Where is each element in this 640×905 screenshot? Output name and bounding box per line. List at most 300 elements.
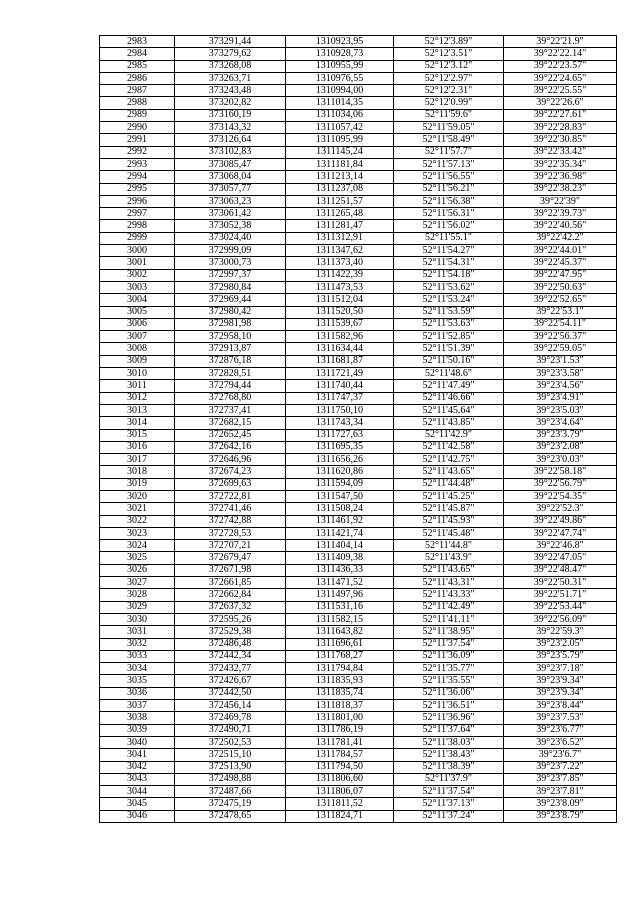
table-row — [100, 650, 617, 662]
latitude-cell: 52°11'35.55" — [394, 675, 504, 687]
longitude-cell: 39°23'2.08" — [504, 441, 617, 453]
longitude-cell: 39°22'39" — [504, 195, 617, 207]
latitude-cell: 52°11'41.11" — [394, 613, 504, 625]
point-number-cell: 3041 — [100, 749, 175, 761]
longitude-cell: 39°23'6.77" — [504, 724, 617, 736]
point-number-cell: 3031 — [100, 626, 175, 638]
longitude-cell: 39°22'54.11" — [504, 318, 617, 330]
table-row — [100, 97, 617, 109]
point-number-cell: 2999 — [100, 232, 175, 244]
longitude-cell: 39°22'47.74" — [504, 527, 617, 539]
y-coordinate-cell: 1311696,61 — [286, 638, 394, 650]
point-number-cell: 3012 — [100, 392, 175, 404]
table-row — [100, 48, 617, 60]
point-number-cell: 3029 — [100, 601, 175, 613]
point-number-cell: 2988 — [100, 97, 175, 109]
latitude-cell: 52°11'43.9" — [394, 552, 504, 564]
longitude-cell: 39°22'21.9" — [504, 36, 617, 48]
y-coordinate-cell: 1311582,15 — [286, 613, 394, 625]
latitude-cell: 52°11'37.64" — [394, 724, 504, 736]
x-coordinate-cell: 372679,47 — [175, 552, 286, 564]
point-number-cell: 3003 — [100, 281, 175, 293]
y-coordinate-cell: 1311835,93 — [286, 675, 394, 687]
table-row — [100, 72, 617, 84]
x-coordinate-cell: 372728,53 — [175, 527, 286, 539]
x-coordinate-cell: 373068,04 — [175, 171, 286, 183]
point-number-cell: 3015 — [100, 429, 175, 441]
point-number-cell: 2989 — [100, 109, 175, 121]
point-number-cell: 3040 — [100, 736, 175, 748]
table-row — [100, 466, 617, 478]
latitude-cell: 52°11'42.49" — [394, 601, 504, 613]
longitude-cell: 39°22'53.44" — [504, 601, 617, 613]
longitude-cell: 39°23'4.64" — [504, 417, 617, 429]
table-row — [100, 294, 617, 306]
longitude-cell: 39°23'5.79" — [504, 650, 617, 662]
latitude-cell: 52°11'58.49" — [394, 134, 504, 146]
x-coordinate-cell: 372478,65 — [175, 810, 286, 822]
point-number-cell: 2984 — [100, 48, 175, 60]
latitude-cell: 52°11'53.63" — [394, 318, 504, 330]
y-coordinate-cell: 1311539,67 — [286, 318, 394, 330]
y-coordinate-cell: 1311750,10 — [286, 404, 394, 416]
longitude-cell: 39°22'58.18" — [504, 466, 617, 478]
longitude-cell: 39°23'2.05" — [504, 638, 617, 650]
latitude-cell: 52°11'38.43" — [394, 749, 504, 761]
table-row — [100, 195, 617, 207]
latitude-cell: 52°11'54.31" — [394, 257, 504, 269]
table-row — [100, 220, 617, 232]
point-number-cell: 2983 — [100, 36, 175, 48]
x-coordinate-cell: 372642,16 — [175, 441, 286, 453]
point-number-cell: 3035 — [100, 675, 175, 687]
latitude-cell: 52°11'52.85" — [394, 331, 504, 343]
table-row — [100, 343, 617, 355]
point-number-cell: 3007 — [100, 331, 175, 343]
latitude-cell: 52°11'45.64" — [394, 404, 504, 416]
table-row — [100, 515, 617, 527]
table-row — [100, 490, 617, 502]
latitude-cell: 52°11'55.1" — [394, 232, 504, 244]
y-coordinate-cell: 1311620,86 — [286, 466, 394, 478]
table-row — [100, 109, 617, 121]
longitude-cell: 39°22'35.34" — [504, 158, 617, 170]
latitude-cell: 52°11'46.66" — [394, 392, 504, 404]
y-coordinate-cell: 1311181,84 — [286, 158, 394, 170]
table-row — [100, 208, 617, 220]
x-coordinate-cell: 372487,66 — [175, 786, 286, 798]
table-row — [100, 355, 617, 367]
point-number-cell: 3023 — [100, 527, 175, 539]
longitude-cell: 39°22'22.14" — [504, 48, 617, 60]
y-coordinate-cell: 1311281,47 — [286, 220, 394, 232]
point-number-cell: 3021 — [100, 503, 175, 515]
latitude-cell: 52°11'56.38" — [394, 195, 504, 207]
table-row — [100, 392, 617, 404]
point-number-cell: 2987 — [100, 85, 175, 97]
point-number-cell: 2997 — [100, 208, 175, 220]
y-coordinate-cell: 1311747,37 — [286, 392, 394, 404]
latitude-cell: 52°11'42.58" — [394, 441, 504, 453]
y-coordinate-cell: 1311034,06 — [286, 109, 394, 121]
table-row — [100, 724, 617, 736]
table-row — [100, 429, 617, 441]
x-coordinate-cell: 372637,32 — [175, 601, 286, 613]
point-number-cell: 2985 — [100, 60, 175, 72]
table-row — [100, 564, 617, 576]
x-coordinate-cell: 373263,71 — [175, 72, 286, 84]
table-row — [100, 613, 617, 625]
x-coordinate-cell: 373268,08 — [175, 60, 286, 72]
y-coordinate-cell: 1311695,35 — [286, 441, 394, 453]
x-coordinate-cell: 372768,80 — [175, 392, 286, 404]
point-number-cell: 2998 — [100, 220, 175, 232]
table-row — [100, 368, 617, 380]
x-coordinate-cell: 372741,46 — [175, 503, 286, 515]
point-number-cell: 3043 — [100, 773, 175, 785]
table-row — [100, 36, 617, 48]
point-number-cell: 2990 — [100, 122, 175, 134]
latitude-cell: 52°11'54.27" — [394, 245, 504, 257]
latitude-cell: 52°12'2.97" — [394, 72, 504, 84]
latitude-cell: 52°11'36.51" — [394, 700, 504, 712]
point-number-cell: 3008 — [100, 343, 175, 355]
y-coordinate-cell: 1310994,00 — [286, 85, 394, 97]
x-coordinate-cell: 373052,38 — [175, 220, 286, 232]
latitude-cell: 52°11'53.24" — [394, 294, 504, 306]
x-coordinate-cell: 372426,67 — [175, 675, 286, 687]
x-coordinate-cell: 372442,34 — [175, 650, 286, 662]
table-row — [100, 318, 617, 330]
point-number-cell: 2991 — [100, 134, 175, 146]
longitude-cell: 39°22'56.79" — [504, 478, 617, 490]
x-coordinate-cell: 372980,42 — [175, 306, 286, 318]
y-coordinate-cell: 1311520,50 — [286, 306, 394, 318]
x-coordinate-cell: 372513,90 — [175, 761, 286, 773]
point-number-cell: 3013 — [100, 404, 175, 416]
latitude-cell: 52°11'38.39" — [394, 761, 504, 773]
point-number-cell: 3026 — [100, 564, 175, 576]
latitude-cell: 52°11'45.25" — [394, 490, 504, 502]
longitude-cell: 39°22'27.61" — [504, 109, 617, 121]
point-number-cell: 3042 — [100, 761, 175, 773]
table-row — [100, 331, 617, 343]
latitude-cell: 52°11'43.31" — [394, 577, 504, 589]
x-coordinate-cell: 373061,42 — [175, 208, 286, 220]
point-number-cell: 3036 — [100, 687, 175, 699]
longitude-cell: 39°22'47.05" — [504, 552, 617, 564]
point-number-cell: 3004 — [100, 294, 175, 306]
point-number-cell: 3018 — [100, 466, 175, 478]
x-coordinate-cell: 372646,96 — [175, 454, 286, 466]
longitude-cell: 39°23'3.58" — [504, 368, 617, 380]
y-coordinate-cell: 1311681,87 — [286, 355, 394, 367]
point-number-cell: 3028 — [100, 589, 175, 601]
y-coordinate-cell: 1311727,63 — [286, 429, 394, 441]
point-number-cell: 3030 — [100, 613, 175, 625]
x-coordinate-cell: 372515,10 — [175, 749, 286, 761]
latitude-cell: 52°12'3.51" — [394, 48, 504, 60]
longitude-cell: 39°22'36.98" — [504, 171, 617, 183]
point-number-cell: 2992 — [100, 146, 175, 158]
y-coordinate-cell: 1311811,52 — [286, 798, 394, 810]
longitude-cell: 39°23'7.22" — [504, 761, 617, 773]
longitude-cell: 39°22'47.95" — [504, 269, 617, 281]
longitude-cell: 39°23'4.91" — [504, 392, 617, 404]
table-row — [100, 158, 617, 170]
table-row — [100, 687, 617, 699]
longitude-cell: 39°23'6.52" — [504, 736, 617, 748]
latitude-cell: 52°12'0.99" — [394, 97, 504, 109]
longitude-cell: 39°22'51.71" — [504, 589, 617, 601]
y-coordinate-cell: 1311265,48 — [286, 208, 394, 220]
x-coordinate-cell: 372674,23 — [175, 466, 286, 478]
x-coordinate-cell: 373057,77 — [175, 183, 286, 195]
point-number-cell: 2995 — [100, 183, 175, 195]
table-row — [100, 577, 617, 589]
table-row — [100, 183, 617, 195]
latitude-cell: 52°11'59.05" — [394, 122, 504, 134]
table-row — [100, 85, 617, 97]
table-row — [100, 552, 617, 564]
y-coordinate-cell: 1310928,73 — [286, 48, 394, 60]
x-coordinate-cell: 372913,87 — [175, 343, 286, 355]
x-coordinate-cell: 372498,88 — [175, 773, 286, 785]
table-row — [100, 417, 617, 429]
longitude-cell: 39°22'25.55" — [504, 85, 617, 97]
table-row — [100, 60, 617, 72]
x-coordinate-cell: 373243,48 — [175, 85, 286, 97]
longitude-cell: 39°22'52.3" — [504, 503, 617, 515]
x-coordinate-cell: 372980,84 — [175, 281, 286, 293]
latitude-cell: 52°11'53.62" — [394, 281, 504, 293]
x-coordinate-cell: 372442,50 — [175, 687, 286, 699]
longitude-cell: 39°22'59.3" — [504, 626, 617, 638]
point-number-cell: 3038 — [100, 712, 175, 724]
point-number-cell: 3011 — [100, 380, 175, 392]
x-coordinate-cell: 372742,88 — [175, 515, 286, 527]
x-coordinate-cell: 372999,09 — [175, 245, 286, 257]
y-coordinate-cell: 1311014,35 — [286, 97, 394, 109]
y-coordinate-cell: 1311801,00 — [286, 712, 394, 724]
longitude-cell: 39°22'59.05" — [504, 343, 617, 355]
longitude-cell: 39°23'5.03" — [504, 404, 617, 416]
x-coordinate-cell: 373291,44 — [175, 36, 286, 48]
latitude-cell: 52°11'38.03" — [394, 736, 504, 748]
latitude-cell: 52°11'57.7" — [394, 146, 504, 158]
longitude-cell: 39°23'9.34" — [504, 675, 617, 687]
latitude-cell: 52°11'44.8" — [394, 540, 504, 552]
x-coordinate-cell: 372737,41 — [175, 404, 286, 416]
x-coordinate-cell: 372707,21 — [175, 540, 286, 552]
point-number-cell: 3024 — [100, 540, 175, 552]
x-coordinate-cell: 372432,77 — [175, 663, 286, 675]
y-coordinate-cell: 1311818,37 — [286, 700, 394, 712]
latitude-cell: 52°11'45.87" — [394, 503, 504, 515]
table-row — [100, 404, 617, 416]
y-coordinate-cell: 1311347,62 — [286, 245, 394, 257]
table-row — [100, 281, 617, 293]
y-coordinate-cell: 1311547,50 — [286, 490, 394, 502]
point-number-cell: 3039 — [100, 724, 175, 736]
table-row — [100, 454, 617, 466]
table-row — [100, 589, 617, 601]
point-number-cell: 2996 — [100, 195, 175, 207]
y-coordinate-cell: 1311373,40 — [286, 257, 394, 269]
y-coordinate-cell: 1310976,55 — [286, 72, 394, 84]
latitude-cell: 52°11'45.93" — [394, 515, 504, 527]
table-row — [100, 478, 617, 490]
point-number-cell: 3000 — [100, 245, 175, 257]
point-number-cell: 3005 — [100, 306, 175, 318]
y-coordinate-cell: 1311421,74 — [286, 527, 394, 539]
point-number-cell: 3010 — [100, 368, 175, 380]
x-coordinate-cell: 372595,26 — [175, 613, 286, 625]
x-coordinate-cell: 372981,98 — [175, 318, 286, 330]
point-number-cell: 2993 — [100, 158, 175, 170]
latitude-cell: 52°11'35.77" — [394, 663, 504, 675]
longitude-cell: 39°22'46.8" — [504, 540, 617, 552]
longitude-cell: 39°22'56.09" — [504, 613, 617, 625]
table-row — [100, 380, 617, 392]
table-row — [100, 675, 617, 687]
table-row — [100, 736, 617, 748]
latitude-cell: 52°11'36.96" — [394, 712, 504, 724]
longitude-cell: 39°22'49.86" — [504, 515, 617, 527]
point-number-cell: 3022 — [100, 515, 175, 527]
x-coordinate-cell: 372671,98 — [175, 564, 286, 576]
y-coordinate-cell: 1311743,34 — [286, 417, 394, 429]
y-coordinate-cell: 1311095,99 — [286, 134, 394, 146]
point-number-cell: 3014 — [100, 417, 175, 429]
y-coordinate-cell: 1311531,16 — [286, 601, 394, 613]
latitude-cell: 52°11'43.33" — [394, 589, 504, 601]
y-coordinate-cell: 1311634,44 — [286, 343, 394, 355]
latitude-cell: 52°11'42.75" — [394, 454, 504, 466]
y-coordinate-cell: 1311594,09 — [286, 478, 394, 490]
y-coordinate-cell: 1311471,52 — [286, 577, 394, 589]
table-row — [100, 441, 617, 453]
table-row — [100, 712, 617, 724]
latitude-cell: 52°11'51.39" — [394, 343, 504, 355]
point-number-cell: 3002 — [100, 269, 175, 281]
latitude-cell: 52°11'37.54" — [394, 786, 504, 798]
y-coordinate-cell: 1311721,49 — [286, 368, 394, 380]
x-coordinate-cell: 372722,81 — [175, 490, 286, 502]
latitude-cell: 52°11'37.13" — [394, 798, 504, 810]
y-coordinate-cell: 1311740,44 — [286, 380, 394, 392]
table-row — [100, 626, 617, 638]
longitude-cell: 39°22'30.85" — [504, 134, 617, 146]
table-row — [100, 134, 617, 146]
table-row — [100, 700, 617, 712]
x-coordinate-cell: 372958,10 — [175, 331, 286, 343]
point-number-cell: 3034 — [100, 663, 175, 675]
longitude-cell: 39°23'6.7" — [504, 749, 617, 761]
latitude-cell: 52°11'43.65" — [394, 564, 504, 576]
table-row — [100, 601, 617, 613]
x-coordinate-cell: 372682,15 — [175, 417, 286, 429]
point-number-cell: 3016 — [100, 441, 175, 453]
table-row — [100, 503, 617, 515]
latitude-cell: 52°12'3.12" — [394, 60, 504, 72]
latitude-cell: 52°11'38.95" — [394, 626, 504, 638]
x-coordinate-cell: 372469,78 — [175, 712, 286, 724]
x-coordinate-cell: 372475,19 — [175, 798, 286, 810]
latitude-cell: 52°11'45.48" — [394, 527, 504, 539]
x-coordinate-cell: 372661,85 — [175, 577, 286, 589]
longitude-cell: 39°23'7.85" — [504, 773, 617, 785]
longitude-cell: 39°22'42.2" — [504, 232, 617, 244]
latitude-cell: 52°11'43.65" — [394, 466, 504, 478]
latitude-cell: 52°11'50.16" — [394, 355, 504, 367]
latitude-cell: 52°11'37.24" — [394, 810, 504, 822]
table-row — [100, 773, 617, 785]
x-coordinate-cell: 373102,83 — [175, 146, 286, 158]
latitude-cell: 52°11'37.54" — [394, 638, 504, 650]
table-row — [100, 638, 617, 650]
point-number-cell: 3045 — [100, 798, 175, 810]
y-coordinate-cell: 1311508,24 — [286, 503, 394, 515]
longitude-cell: 39°23'7.81" — [504, 786, 617, 798]
x-coordinate-cell: 373143,32 — [175, 122, 286, 134]
y-coordinate-cell: 1311145,24 — [286, 146, 394, 158]
y-coordinate-cell: 1311237,08 — [286, 183, 394, 195]
longitude-cell: 39°22'53.1" — [504, 306, 617, 318]
longitude-cell: 39°22'44.01" — [504, 245, 617, 257]
y-coordinate-cell: 1310955,99 — [286, 60, 394, 72]
table-row — [100, 306, 617, 318]
point-number-cell: 3019 — [100, 478, 175, 490]
x-coordinate-cell: 373063,23 — [175, 195, 286, 207]
latitude-cell: 52°12'3.89" — [394, 36, 504, 48]
latitude-cell: 52°11'44.48" — [394, 478, 504, 490]
y-coordinate-cell: 1311512,04 — [286, 294, 394, 306]
longitude-cell: 39°23'4.56" — [504, 380, 617, 392]
table-row — [100, 146, 617, 158]
longitude-cell: 39°22'38.23" — [504, 183, 617, 195]
latitude-cell: 52°11'37.9" — [394, 773, 504, 785]
longitude-cell: 39°22'28.83" — [504, 122, 617, 134]
point-number-cell: 3009 — [100, 355, 175, 367]
longitude-cell: 39°23'0.03" — [504, 454, 617, 466]
x-coordinate-cell: 372490,71 — [175, 724, 286, 736]
longitude-cell: 39°23'8.44" — [504, 700, 617, 712]
y-coordinate-cell: 1311794,84 — [286, 663, 394, 675]
x-coordinate-cell: 372876,18 — [175, 355, 286, 367]
x-coordinate-cell: 373085,47 — [175, 158, 286, 170]
y-coordinate-cell: 1311057,42 — [286, 122, 394, 134]
longitude-cell: 39°22'39.73" — [504, 208, 617, 220]
y-coordinate-cell: 1311473,53 — [286, 281, 394, 293]
y-coordinate-cell: 1311404,14 — [286, 540, 394, 552]
table-row — [100, 810, 617, 822]
y-coordinate-cell: 1311768,27 — [286, 650, 394, 662]
latitude-cell: 52°11'47.49" — [394, 380, 504, 392]
latitude-cell: 52°11'56.02" — [394, 220, 504, 232]
point-number-cell: 3044 — [100, 786, 175, 798]
latitude-cell: 52°11'36.06" — [394, 687, 504, 699]
x-coordinate-cell: 372456,14 — [175, 700, 286, 712]
table-row — [100, 232, 617, 244]
longitude-cell: 39°23'1.53" — [504, 355, 617, 367]
x-coordinate-cell: 373160,19 — [175, 109, 286, 121]
y-coordinate-cell: 1311806,60 — [286, 773, 394, 785]
y-coordinate-cell: 1311582,96 — [286, 331, 394, 343]
point-number-cell: 3001 — [100, 257, 175, 269]
table-row — [100, 749, 617, 761]
latitude-cell: 52°11'59.6" — [394, 109, 504, 121]
